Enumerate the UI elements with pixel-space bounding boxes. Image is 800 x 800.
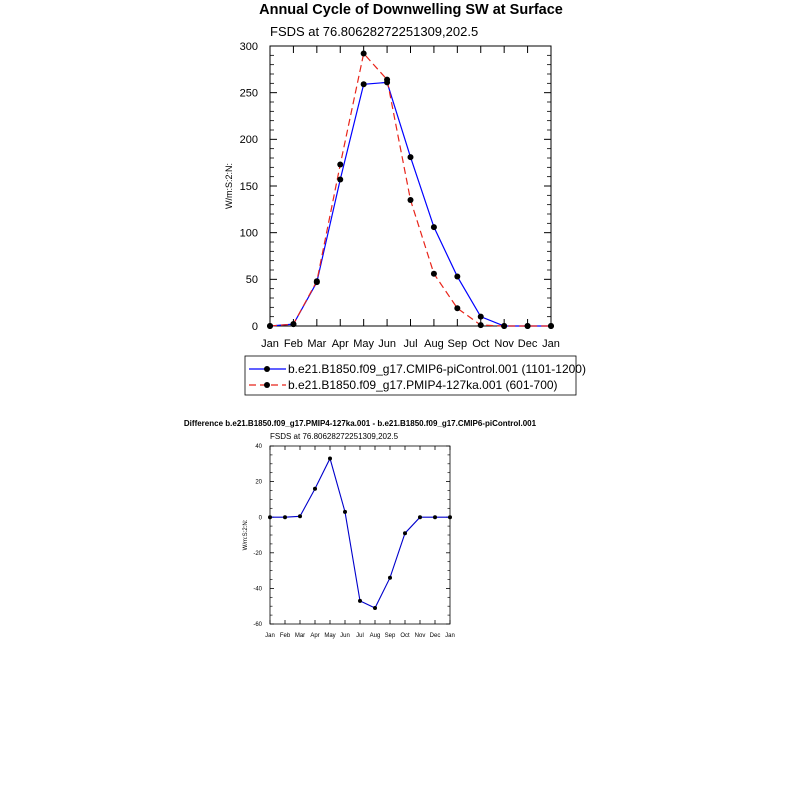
difference-chart-series-1-point — [448, 515, 452, 519]
top-chart-series-1-point — [361, 81, 367, 87]
difference-chart-y-tick-label: -60 — [253, 622, 262, 629]
top-chart-plot-area — [267, 50, 554, 329]
difference-chart-y-tick-label: 0 — [258, 515, 262, 522]
difference-chart-series-1-point — [403, 531, 407, 535]
top-chart-series-2-point — [267, 323, 273, 329]
difference-chart-x-tick-label: Jan — [265, 633, 275, 639]
difference-chart-series-1-point — [298, 514, 302, 518]
difference-chart-series-1-point — [283, 515, 287, 519]
top-chart-x-tick-label: Nov — [494, 338, 514, 350]
top-chart-series-1-point — [337, 176, 343, 182]
top-chart-series-2-point — [314, 278, 320, 284]
top-chart-x-tick-label: Mar — [307, 338, 327, 350]
top-chart-series-1-point — [478, 314, 484, 320]
top-chart-x-tick-label: Apr — [331, 338, 349, 350]
top-chart-x-tick-label: May — [353, 338, 375, 350]
difference-chart-y-axis-label: W/m:S:2:N: — [243, 519, 249, 551]
top-chart-x-tick-label: Aug — [424, 338, 444, 350]
top-chart-series-2-point — [337, 162, 343, 168]
difference-chart-series-1-line — [270, 458, 450, 608]
difference-chart-series-1-point — [358, 599, 362, 603]
difference-chart-y-tick-label: -20 — [253, 550, 262, 557]
top-chart-frame — [270, 46, 551, 326]
difference-chart-y-tick-label: 20 — [255, 479, 262, 486]
top-chart — [224, 2, 586, 395]
top-chart-y-tick-label: 0 — [251, 320, 258, 333]
top-chart-legend — [245, 356, 586, 395]
difference-chart-y-tick-label: -40 — [253, 586, 262, 593]
difference-chart-series-1-point — [418, 515, 422, 519]
top-chart-title: Annual Cycle of Downwelling SW at Surface — [259, 2, 563, 18]
top-chart-x-tick-label: Jan — [542, 338, 560, 350]
difference-chart-x-tick-label: Apr — [310, 633, 320, 639]
top-chart-x-tick-label: Oct — [472, 338, 490, 350]
difference-chart-series-1-point — [433, 515, 437, 519]
difference-chart-x-tick-label: Mar — [294, 633, 306, 639]
top-chart-y-tick-label: 150 — [239, 180, 258, 193]
top-chart-series-1-point — [454, 274, 460, 280]
top-chart-x-tick-label: Feb — [283, 338, 303, 350]
top-chart-x-tick-label: Jan — [261, 338, 279, 350]
top-chart-series-1-point — [431, 224, 437, 230]
top-chart-y-tick-label: 300 — [239, 40, 258, 53]
difference-chart-x-tick-label: Jun — [340, 633, 350, 639]
top-chart-x-tick-label: Jun — [378, 338, 396, 350]
top-chart-y-tick-label: 100 — [239, 227, 258, 240]
top-chart-series-2-point — [548, 323, 554, 329]
difference-chart-x-tick-label: Oct — [400, 633, 410, 639]
difference-chart-y-tick-label: 40 — [255, 444, 262, 451]
top-chart-y-tick-label: 200 — [239, 134, 258, 147]
top-chart-x-tick-label: Jul — [403, 338, 418, 350]
legend-label-series-2: b.e21.B1850.f09_g17.PMIP4-127ka.001 (601-700) — [288, 378, 558, 392]
top-chart-series-2-point — [454, 305, 460, 311]
difference-chart-subtitle: FSDS at 76.80628272251309,202.5 — [270, 432, 399, 441]
difference-chart — [184, 419, 537, 639]
top-chart-series-2-point — [525, 323, 531, 329]
difference-chart-x-tick-label: Dec — [429, 633, 441, 639]
difference-chart-x-tick-label: Sep — [384, 633, 396, 639]
difference-chart-x-tick-label: Nov — [414, 633, 426, 639]
top-chart-x-tick-label: Dec — [517, 338, 538, 350]
top-chart-series-1-line — [270, 82, 551, 326]
top-chart-y-tick-label: 50 — [245, 274, 258, 287]
legend-marker-series-2 — [264, 382, 270, 388]
top-chart-series-2-point — [290, 321, 296, 327]
difference-chart-plot-area — [268, 456, 452, 610]
top-chart-series-2-point — [408, 197, 414, 203]
difference-chart-axes — [253, 444, 455, 639]
top-chart-axes — [240, 41, 560, 350]
difference-chart-series-1-point — [388, 576, 392, 580]
top-chart-series-2-point — [361, 50, 367, 56]
top-chart-series-2-point — [478, 322, 484, 328]
difference-chart-series-1-point — [373, 606, 377, 610]
top-chart-x-tick-label: Sep — [447, 338, 468, 350]
top-chart-series-2-line — [270, 53, 551, 326]
difference-chart-frame — [270, 446, 450, 624]
top-chart-y-tick-label: 250 — [239, 87, 258, 100]
difference-chart-series-1-point — [268, 515, 272, 519]
difference-chart-title: Difference b.e21.B1850.f09_g17.PMIP4-127ka.001 - b.e21.B1850.f09_g17.CMIP6-piControl.001 — [183, 419, 537, 428]
top-chart-subtitle: FSDS at 76.80628272251309,202.5 — [270, 24, 479, 39]
difference-chart-x-tick-label: Feb — [279, 633, 291, 639]
difference-chart-x-tick-label: Jul — [356, 633, 364, 639]
difference-chart-x-tick-label: May — [324, 633, 336, 639]
top-chart-series-2-point — [501, 323, 507, 329]
top-chart-series-1-point — [408, 154, 414, 160]
difference-chart-x-tick-label: Jan — [445, 633, 455, 639]
legend-marker-series-1 — [264, 366, 270, 372]
top-chart-series-2-point — [384, 77, 390, 83]
difference-chart-series-1-point — [343, 510, 347, 514]
top-chart-series-2-point — [431, 271, 437, 277]
difference-chart-x-tick-label: Aug — [369, 633, 381, 639]
top-chart-y-axis-label: W/m:S:2:N: — [224, 162, 234, 210]
legend-label-series-1: b.e21.B1850.f09_g17.CMIP6-piControl.001 (1101-1200) — [288, 362, 586, 376]
difference-chart-series-1-point — [328, 456, 332, 460]
difference-chart-series-1-point — [313, 487, 317, 491]
